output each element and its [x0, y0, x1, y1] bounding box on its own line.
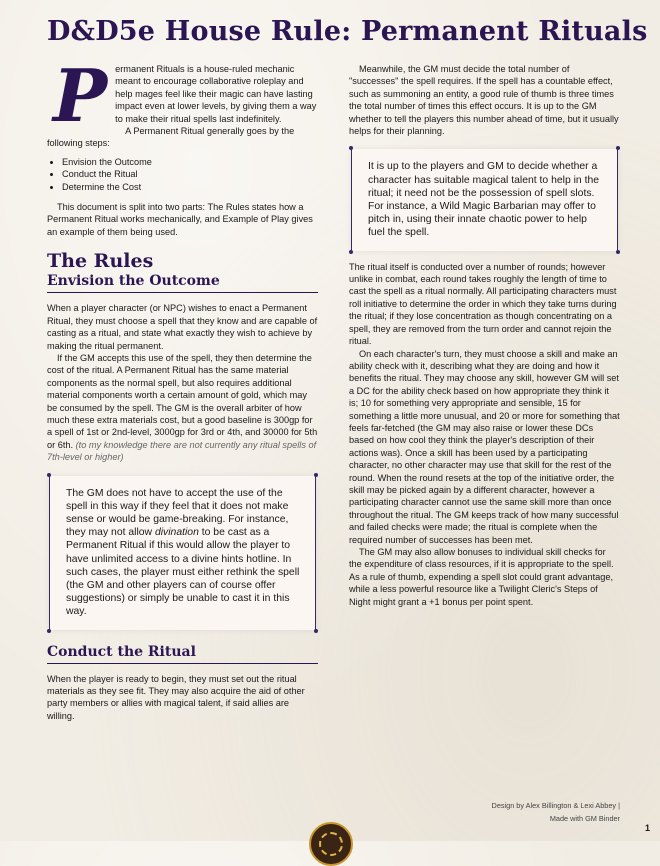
divination-spell-name: divination — [154, 527, 199, 539]
section-heading-rules: The Rules — [47, 250, 154, 273]
made-with-text: Made with GM Binder — [549, 814, 620, 823]
footer-credits — [380, 799, 620, 825]
note-box-gm-accept: The GM does not have to accept the use of the spell in this way if they feel that it does not make sense or would be game-breaking. For instance, they may not allow divination to be cast as a Permanent Ritual if this would allow the player to have unlimited access to a divine hints hotline. In such cases, the player must either rethink the spell (the GM and other players can of course offer suggestions) or simply be unable to cast it in this way. — [49, 476, 316, 630]
subheading-envision: Envision the Outcome — [47, 273, 318, 293]
right-column — [349, 63, 620, 608]
steps-intro: A Permanent Ritual generally goes by the following steps: — [47, 126, 295, 149]
step-item: • Determine the Cost — [62, 181, 318, 193]
page-title: D&D5e House Rule: Permanent Rituals — [47, 16, 648, 47]
step-item: • Envision the Outcome — [62, 156, 318, 168]
conduct-paragraph-1: When the player is ready to begin, they must set out the ritual materials as they see fit. They may also acquire the aid of other party members or allies with magical talent, if said allies are willing. — [47, 673, 305, 721]
conduct-paragraph-2: Meanwhile, the GM must decide the total number of "successes" the spell requires. If the spell has a countable effect, such as summoning an entity, a good rule of thumb is three times the total number of times this effect occurs. It is up to the GM whether to tell the players this number ahead of time, but it usually helps for their planning. — [349, 64, 619, 137]
emblem-icon — [309, 822, 353, 866]
note-box-magical-talent: It is up to the players and GM to decide whether a character has suitable magical talent to help in the ritual; it need not be the possession of spell slots. For instance, a Wild Magic Barbarian may offer to pitch in, using their innate chaotic power to help fuel the spell. — [351, 149, 618, 250]
subheading-conduct: Conduct the Ritual — [47, 644, 318, 664]
page-number: 1 — [644, 823, 650, 833]
left-column — [47, 53, 318, 722]
credit-text: Design by Alex Billington & Lexi Abbey | — [491, 801, 620, 810]
conduct-paragraph-5: The GM may also allow bonuses to individual skill checks for the expenditure of class resources, if it is appropriate to the spell. As a rule of thumb, expending a spell slot could grant advantage, while a less powerful resource like a Twilight Cleric's Steps of Night might grant a +1 bonus per point spent. — [349, 547, 614, 607]
step-item: • Conduct the Ritual — [62, 168, 318, 180]
conduct-paragraph-3: The ritual itself is conducted over a number of rounds; however unlike in combat, each round takes roughly the length of time to cast the spell as a ritual normally. All participating characters must roll initiative to determine the order in which they take turns during the ritual; if they lose concentration as though concentrating on a spell, they are removed from the turn order and cannot rejoin the ritual. — [349, 261, 617, 347]
steps-list — [47, 156, 318, 193]
document-overview: This document is split into two parts: The Rules states how a Permanent Ritual works mechanically, and Example of Play gives an example of them being used. — [47, 202, 313, 237]
conduct-paragraph-4: On each character's turn, they must choose a skill and make an ability check with it, describing what they are doing and how it benefits the ritual. They may choose any skill, however GM will set a DC for the ability check based on how appropriate they think it is; 10 for something very appropriate and sensible, 15 for something a little more unusual, and 20 or more for something that feels far-fetched (the GM may also raise or lower these DCs based on how cool they think the player's description of their actions was). Once a skill has been used by a participating character, no other character may use that skill for the rest of the round. When the round resets at the top of the initiative order, the skill may be picked again by a different character, however a participating character cannot use the same skill more than once throughout the ritual. The GM keeps track of how many successful and failed checks were made; the ritual is complete when the required number of successes has been met. — [349, 348, 620, 545]
envision-paragraph-2: If the GM accepts this use of the spell, they then determine the cost of the ritual. A Permanent Ritual has the same material components as the normal spell, but also requires additional material components worth a certain amount of gold, which may be consumed by the spell. The GM is the overall arbiter of how much these extra materials cost, but a good baseline is 300gp for a spell of 1st or 2nd-level, 3000gp for 3rd or 4th, and 30000 for 5th or 6th. (to my knowledge there are not currently any ritual spells of 7th-level or higher) — [47, 352, 318, 463]
level-footnote: (to my knowledge there are not currently any ritual spells of 7th-level or higher) — [47, 439, 317, 463]
intro-text: ermanent Rituals is a house-ruled mechanic meant to encourage collaborative roleplay and help mages feel like their magic can have lasting impact even at lower levels, by giving them a way to make their ritual spells last indefinitely. — [115, 64, 317, 124]
drop-cap: P — [53, 53, 108, 138]
envision-paragraph-1: When a player character (or NPC) wishes to enact a Permanent Ritual, they must choose a spell that they know and are capable of casting as a ritual, and state what exactly they wish to achieve by making the ritual permanent. — [47, 303, 318, 351]
